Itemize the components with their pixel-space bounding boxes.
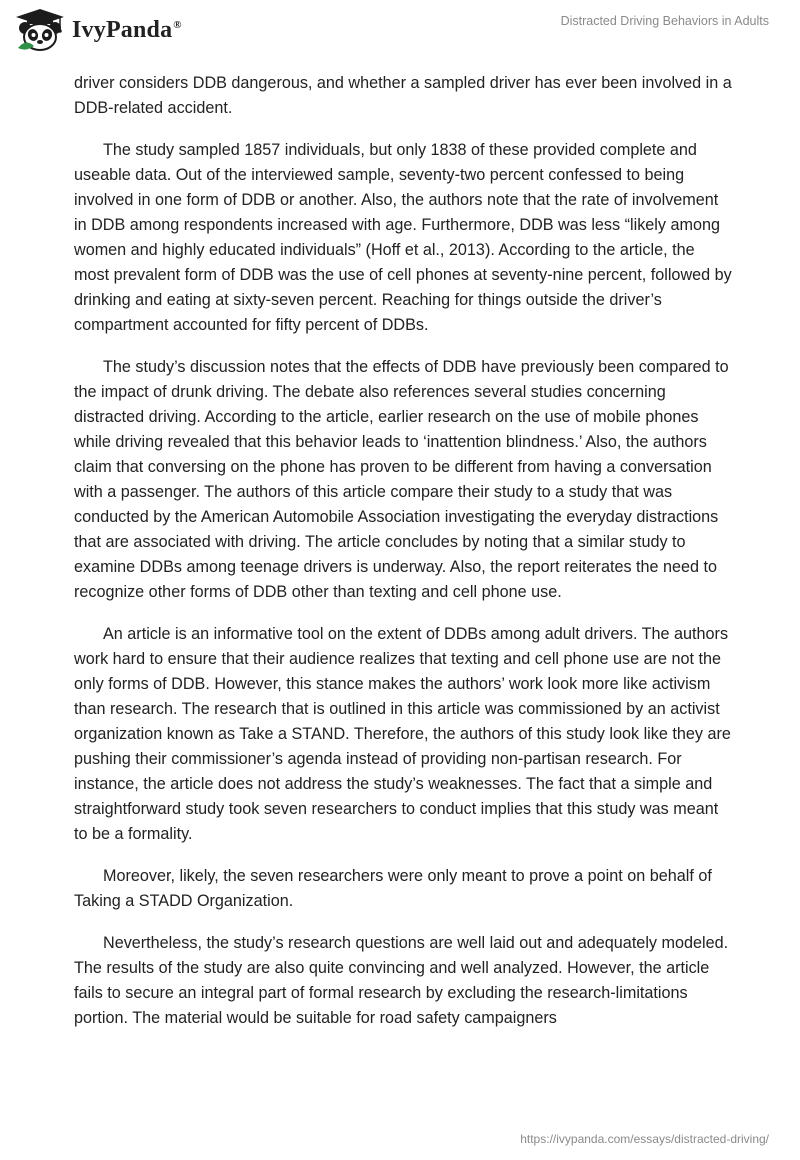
paragraph: Moreover, likely, the seven researchers were only meant to prove a point on behalf of Taking a STADD Organization. — [74, 867, 712, 910]
brand-name-text: IvyPanda — [72, 16, 173, 43]
paragraph-continued: driver considers DDB dangerous, and whether a sampled driver has ever been involved in a DDB-related accident. — [74, 74, 732, 117]
panda-graduate-icon — [14, 8, 66, 52]
essay-body — [74, 71, 734, 1048]
ivypanda-logo[interactable] — [14, 8, 182, 52]
registered-mark: ® — [173, 18, 182, 31]
page-header — [0, 0, 800, 68]
paragraph: The study sampled 1857 individuals, but only 1838 of these provided complete and useable data. Out of the interviewed sample, seventy-two percent confessed to being involved in one form of DDB or another. Also, the authors note that the rate of involvement in DDB among respondents increased with age. Furthermore, DDB was less “likely among women and highly educated individuals” (Hoff et al., 2013). According to the article, the most prevalent form of DDB was the use of cell phones at seventy-nine percent, followed by drinking and eating at sixty-seven percent. Reaching for things outside the driver’s compartment accounted for fifty percent of DDBs. — [74, 141, 732, 334]
paragraph: An article is an informative tool on the extent of DDBs among adult drivers. The authors work hard to ensure that their audience realizes that texting and cell phone use are not the only forms of DDB. However, this stance makes the authors’ work look more like activism than research. The research that is outlined in this article was commissioned by an activist organization known as Take a STAND. Therefore, the authors of this study look like they are pushing their commissioner’s agenda instead of providing non-partisan research. For instance, the article does not address the study’s weaknesses. The fact that a simple and straightforward study took seven researchers to conduct implies that this study was meant to be a formality. — [74, 625, 731, 843]
paragraph: The study’s discussion notes that the effects of DDB have previously been compared to the impact of drunk driving. The debate also references several studies concerning distracted driving. According to the article, earlier research on the use of mobile phones while driving revealed that this behavior leads to ‘inattention blindness.’ Also, the authors claim that conversing on the phone has proven to be different from having a conversation with a passenger. The authors of this article compare their study to a study that was conducted by the American Automobile Association investigating the everyday distractions that are associated with driving. The article concludes by noting that a similar study to examine DDBs among teenage drivers is underway. Also, the report reiterates the need to recognize other forms of DDB other than texting and cell phone use. — [74, 358, 729, 601]
paragraph: Nevertheless, the study’s research questions are well laid out and adequately modeled. The results of the study are also quite convincing and well analyzed. However, the article fails to secure an integral part of formal research by excluding the research-limitations portion. The material would be suitable for road safety campaigners — [74, 934, 729, 1027]
running-title: Distracted Driving Behaviors in Adults — [560, 14, 769, 28]
source-url-link[interactable]: https://ivypanda.com/essays/distracted-driving/ — [520, 1132, 769, 1146]
brand-name — [72, 17, 182, 44]
